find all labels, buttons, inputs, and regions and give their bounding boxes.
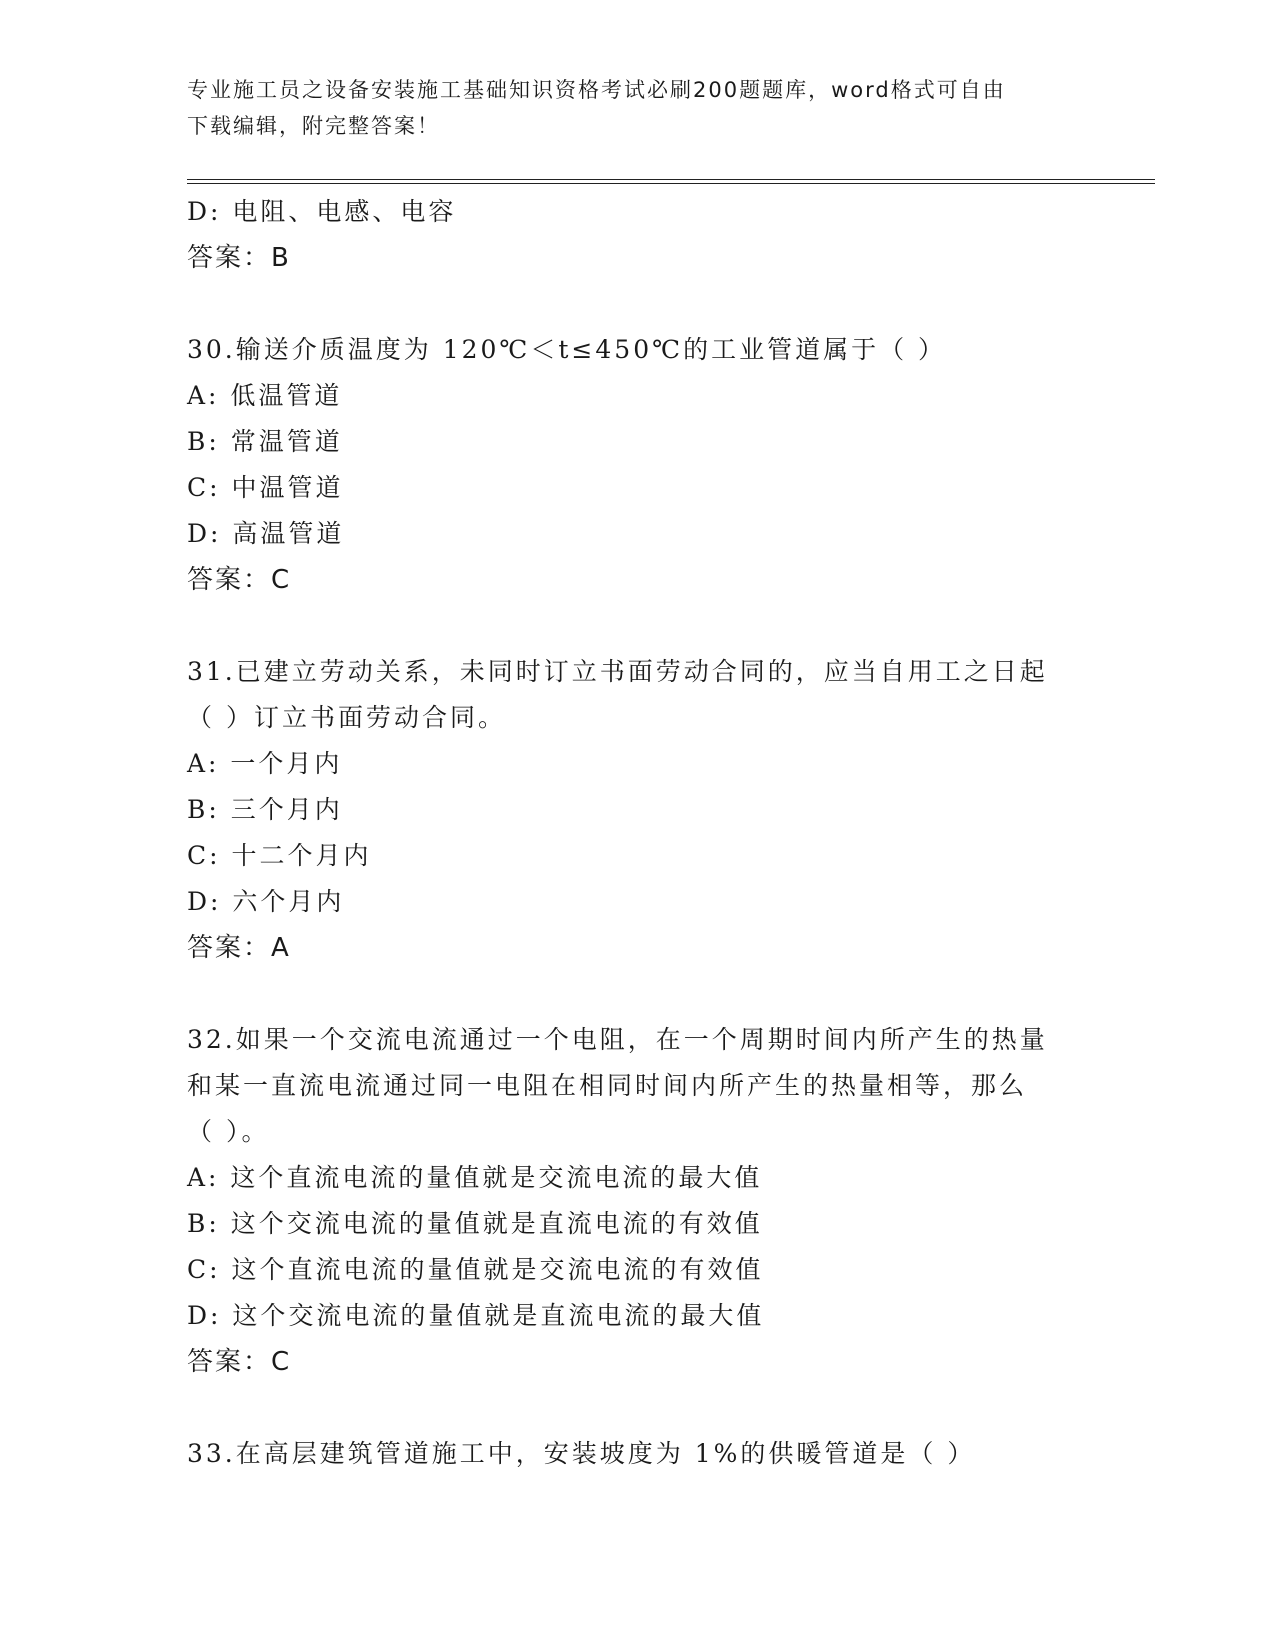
option-c: C: 十二个月内 [187, 841, 372, 870]
question-31 [187, 649, 1087, 971]
header-line-1: 专业施工员之设备安装施工基础知识资格考试必刷200题题库，word格式可自由 [187, 78, 1006, 102]
question-30 [187, 327, 1087, 603]
prev-answer: 答案：B [187, 243, 291, 273]
question-stem: 32.如果一个交流电流通过一个电阻，在一个周期时间内所产生的热量 [187, 1025, 1048, 1054]
document-header [187, 72, 1087, 144]
question-content [187, 189, 1087, 1477]
question-stem: 30.输送介质温度为 120℃＜t≤450℃的工业管道属于（ ） [187, 335, 947, 364]
option-d: D: 高温管道 [187, 519, 345, 548]
question-stem-cont: （ ）订立书面劳动合同。 [187, 703, 506, 732]
question-stem: 31.已建立劳动关系，未同时订立书面劳动合同的，应当自用工之日起 [187, 657, 1048, 686]
option-b: B: 三个月内 [187, 795, 343, 824]
question-stem-cont: （ ）。 [187, 1117, 270, 1146]
answer: 答案：A [187, 933, 291, 963]
option-a: A: 一个月内 [187, 749, 343, 778]
option-d: D: 这个交流电流的量值就是直流电流的最大值 [187, 1301, 765, 1330]
option-b: B: 这个交流电流的量值就是直流电流的有效值 [187, 1209, 763, 1238]
option-a: A: 这个直流电流的量值就是交流电流的最大值 [187, 1163, 763, 1192]
option-a: A: 低温管道 [187, 381, 343, 410]
question-32 [187, 1017, 1087, 1385]
option-b: B: 常温管道 [187, 427, 343, 456]
answer: 答案：C [187, 565, 292, 595]
spacer [187, 1385, 1087, 1431]
question-stem: 33.在高层建筑管道施工中，安装坡度为 1%的供暖管道是（ ） [187, 1439, 976, 1468]
spacer [187, 603, 1087, 649]
header-rule-top [187, 179, 1155, 180]
answer: 答案：C [187, 1347, 292, 1377]
spacer [187, 281, 1087, 327]
option-d: D: 六个月内 [187, 887, 345, 916]
prev-option-d: D: 电阻、电感、电容 [187, 197, 457, 226]
option-c: C: 这个直流电流的量值就是交流电流的有效值 [187, 1255, 764, 1284]
header-rule-bottom [187, 183, 1155, 184]
question-33 [187, 1431, 1087, 1477]
header-line-2: 下载编辑，附完整答案！ [187, 114, 440, 138]
question-stem-cont: 和某一直流电流通过同一电阻在相同时间内所产生的热量相等，那么 [187, 1071, 1028, 1100]
option-c: C: 中温管道 [187, 473, 344, 502]
spacer [187, 971, 1087, 1017]
